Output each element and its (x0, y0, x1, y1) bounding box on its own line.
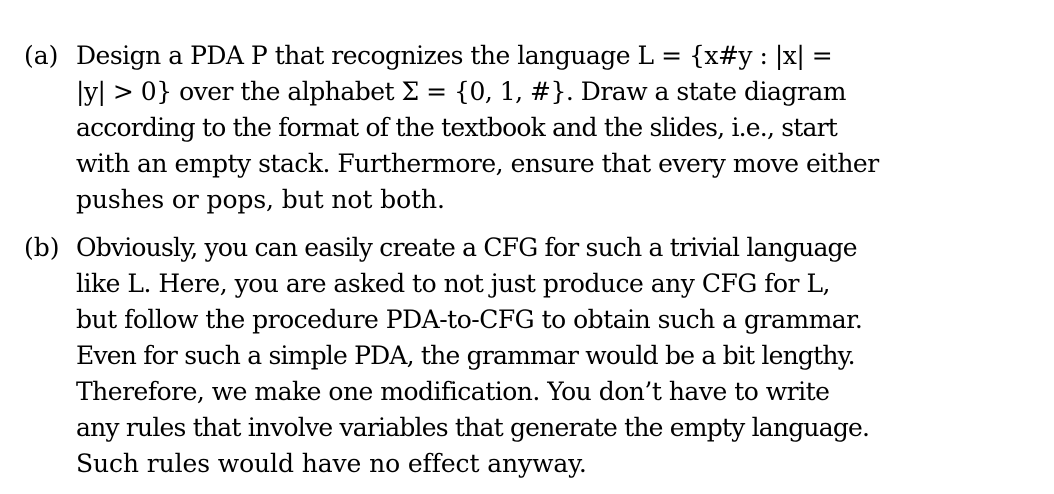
problem-b-line-6: any rules that involve variables that generate the empty language. (76, 413, 870, 442)
problem-a-line-4: with an empty stack. Furthermore, ensure that every move either (76, 149, 879, 178)
problem-b-line-1: Obviously, you can easily create a CFG for such a trivial language (76, 233, 857, 262)
problem-b-line-2: like L. Here, you are asked to not just produce any CFG for L, (76, 269, 830, 298)
problem-a-line-3: according to the format of the textbook and the slides, i.e., start (76, 113, 838, 142)
problem-b-text (76, 230, 896, 482)
problem-a (24, 38, 904, 218)
problem-b-line-7: Such rules would have no effect anyway. (76, 449, 587, 478)
problem-a-label: (a) (24, 41, 59, 70)
problem-b-line-4: Even for such a simple PDA, the grammar would be a bit lengthy. (76, 341, 855, 370)
problem-b-line-3: but follow the procedure PDA-to-CFG to obtain such a grammar. (76, 305, 863, 334)
problem-b-label: (b) (24, 233, 60, 262)
problem-a-line-2: |y| > 0} over the alphabet Σ = {0, 1, #}. Draw a state diagram (76, 77, 846, 106)
problem-b (24, 230, 904, 482)
problem-a-line-1: Design a PDA P that recognizes the language L = {x#y : |x| = (76, 41, 833, 70)
problem-b-line-5: Therefore, we make one modification. You don’t have to write (76, 377, 830, 406)
problem-list (24, 38, 904, 482)
problem-a-text (76, 38, 896, 218)
problem-a-line-5: pushes or pops, but not both. (76, 185, 445, 214)
